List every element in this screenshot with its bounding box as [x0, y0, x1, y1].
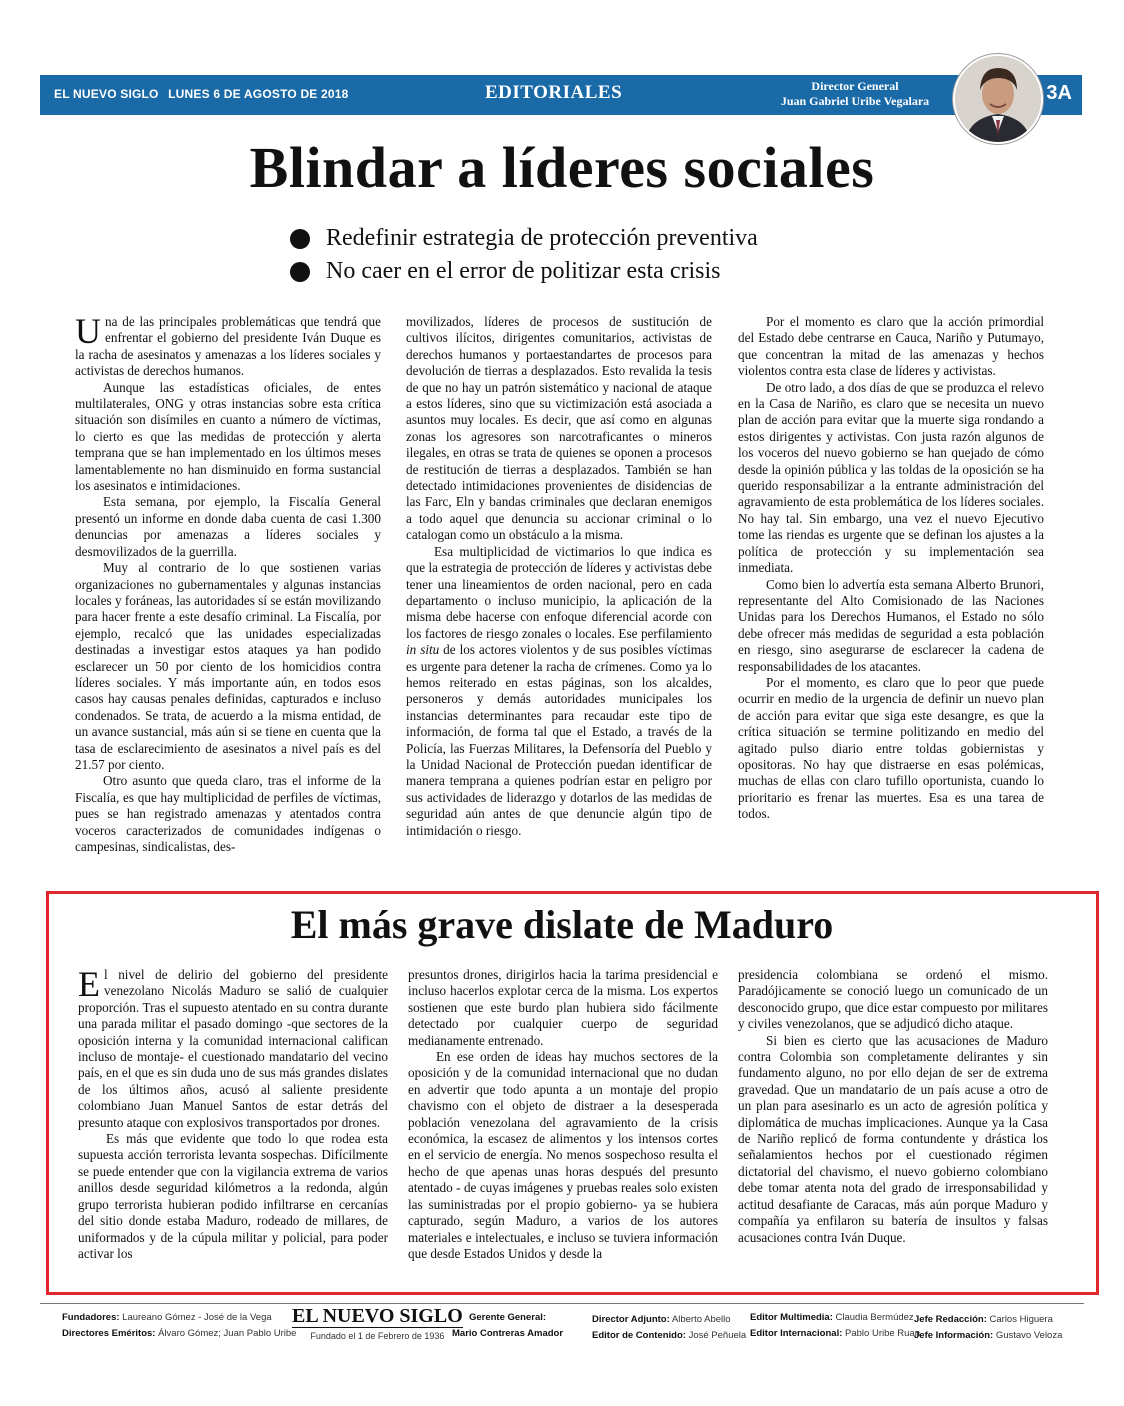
paragraph: Esta semana, por ejemplo, la Fiscalía General presentó un informe en donde daba cuenta de casi 1.300 denuncias por amenazas a líderes sociales y desmovilizados de la guerrilla.	[75, 494, 381, 559]
paragraph: presuntos drones, dirigirlos hacia la tarima presidencial e incluso hacerlos explotar cerca de la misma. Los expertos sostienen que este burdo plan hubiera sido fácilmente detectado por cualquier cuerpo de seguridad medianamente entrenado.	[408, 967, 718, 1048]
paper-name: EL NUEVO SIGLO	[54, 87, 159, 101]
paragraph: Esa multiplicidad de victimarios lo que indica es que la estrategia de protección de líderes y activistas debe tener una lineamientos de orden nacional, pero en cada departamento o incluso municipio, la aplicación de la misma debe hacerse con enfoque diferencial acorde con los factores de riesgo zonales o locales. Ese perfilamiento in situ de los actores violentos y de sus posibles víctimas es urgente para detener la racha de crímenes. Como ya lo hemos reiterado en estas páginas, son los alcaldes, personeros y demás autoridades municipales los instancias determinantes para recaudar este tipo de información, de forma tal que el Estado, a través de la Policía, las Fuerzas Militares, la Defensoría del Pueblo y la Unidad Nacional de Protección puedan identificar de manera temprana a quienes podrían estar en peligro por sus actividades de liderazgo y dotarlos de las medidas de seguridad aún antes de que denuncie algún tipo de intimidación o riesgo.	[406, 543, 712, 838]
issue-date: LUNES 6 DE AGOSTO DE 2018	[168, 87, 349, 101]
newspaper-logo: EL NUEVO SIGLO Fundado el 1 de Febrero de 1936	[292, 1305, 463, 1341]
footer-editors-1: Director Adjunto: Alberto Abello Editor de Contenido: José Peñuela	[592, 1314, 747, 1341]
paragraph: Por el momento, es claro que lo peor que puede ocurrir en medio de la urgencia de definir un nuevo plan de acción para evitar que siga este desangre, es que la crítica situación se termine politizando en medio del agitado pulso diario entre toldas gobiernistas y opositoras. No hay que distraerse en esas polémicas, muchas de ellas con claro tufillo oportunista, cuando lo prioritario es frenar las muertes. Esa es una tarea de todos.	[738, 674, 1044, 822]
director-portrait	[953, 54, 1043, 144]
page-number: 3A	[1046, 82, 1072, 104]
editorial2-column-3	[738, 967, 1048, 1246]
editorial1-column-1	[75, 311, 381, 855]
paragraph: Por el momento es claro que la acción primordial del Estado debe centrarse en Cauca, Nariño y Putumayo, que concentran la mitad de las amenazas y hechos violentos contra esta clase de líderes y activistas.	[738, 314, 1044, 379]
paragraph: movilizados, líderes de procesos de sustitución de cultivos ilícitos, dirigentes comunitarios, activistas de derechos humanos y portaestandartes de procesos para devolución de tierras a desplazados. Esto revalida la tesis de que no hay un patrón sistemático y nacional de ataque a estos líderes, sino que su victimización está asociada a asuntos muy locales. Es decir, que así como en algunas zonas los agresores son narcotraficantes o mineros ilegales, en otras se trata de quienes se oponen a procesos de restitución de tierras a desplazados. También se han detectado intimidaciones provenientes de disidencias de las Farc, Eln y bandas criminales que declaran enemigos a todo aquel que denuncia su accionar criminal o lo catalogan como un obstáculo a la misma.	[406, 314, 712, 543]
masthead-left	[54, 87, 355, 101]
italic-term: in situ	[406, 642, 440, 658]
editorial-headline: Blindar a líderes sociales	[249, 135, 875, 200]
bullet-item	[290, 255, 890, 288]
paragraph: Como bien lo advertía esta semana Alberto Brunori, representante del Alto Comisionado de las Naciones Unidas para los Derechos Humanos, el Estado no sólo debe ofrecer más medidas de seguridad a esta población en riesgo, sino asegurarse de esclarecer la cadena de responsabilidades de los atacantes.	[738, 576, 1044, 674]
headline-bullets	[290, 222, 890, 288]
paragraph: Muy al contrario de lo que sostienen varias organizaciones no gubernamentales y algunas instancias locales y foráneas, las autoridades sí se están movilizando para hacer frente a este desafío criminal. La Fiscalía, por ejemplo, recalcó que las unidades especializadas destinadas a investigar estos ataques ya han podido esclarecer un 50 por ciento de los homicidios contra líderes sociales. Y más importante aún, en todos esos casos hay causas penales definidas, capturados e incluso condenados. Se trata, de acuerdo a la misma entidad, de un avance sustancial, más aún si se tiene en cuenta que la tasa de esclarecimiento de asesinatos a nivel país es del 21.57 por ciento.	[75, 560, 381, 772]
editorial1-column-3	[738, 314, 1044, 823]
bullet-dot-icon	[290, 229, 310, 249]
bullet-text: No caer en el error de politizar esta crisis	[326, 258, 721, 284]
paragraph: Otro asunto que queda claro, tras el informe de la Fiscalía, es que hay multiplicidad de perfiles de víctimas, pues se han registrado amenazas y atentados contra voceros caracterizados de comunidades indígenas o campesinas, sindicalistas, des-	[75, 773, 381, 854]
drop-cap: E	[78, 964, 100, 1004]
footer-editors-3: Jefe Redacción: Carlos Higuera Jefe Información: Gustavo Veloza	[914, 1314, 1063, 1341]
paragraph: presidencia colombiana se ordenó el mismo. Paradójicamente se conoció luego un comunicado de un desconocido grupo, que dice estar compuesto por militares y civiles venezolanos, que se adjudicó dicho ataque.	[738, 967, 1048, 1032]
footer-editors-2: Editor Multimedia: Claudia Bermúdez Editor Internacional: Pablo Uribe Ruan	[750, 1312, 921, 1339]
bullet-text: Redefinir estrategia de protección preventiva	[326, 225, 758, 251]
editorial1-column-2	[406, 314, 712, 839]
bullet-item	[290, 222, 890, 255]
paragraph: Es más que evidente que todo lo que rodea esta supuesta acción terrorista levanta sospechas. Difícilmente se puede entender que con la vigilancia extrema de varios anillos desde seguridad kilómetros a la redonda, algún grupo terrorista hubieran podido infiltrarse en cercanías del sitio donde estaba Maduro, rodeado de millares, de uniformados y de la cúpula militar y policial, para poder activar los	[78, 1131, 388, 1261]
footer-founders: Fundadores: Laureano Gómez - José de la Vega Directores Eméritos: Álvaro Gómez; Juan Pablo Uribe	[62, 1312, 297, 1339]
drop-cap: U	[75, 311, 101, 351]
director-title: Director General	[811, 79, 899, 93]
editorial2-headline: El más grave dislate de Maduro	[290, 902, 834, 947]
paragraph: Aunque las estadísticas oficiales, de entes multilaterales, ONG y otras instancias sobre esta crítica situación son disímiles en cuanto a número de víctimas, lo cierto es que las medidas de protección y alerta temprana que se han implementado en los últimos meses lamentablemente no han disminuido en forma sustancial los asesinatos e intimidaciones.	[75, 379, 381, 494]
section-title: EDITORIALES	[485, 82, 623, 103]
footer-manager: Gerente General: Mario Contreras Amador	[452, 1312, 564, 1339]
paragraph: El nivel de delirio del gobierno del presidente venezolano Nicolás Maduro se salió de cualquier proporción. Tras el supuesto atentado en su contra durante una parada militar el pasado domingo -que sectores de la oposición interna y la comunidad internacional califican incluso de montaje- el cuestionado mandatario del vecino país, en el que es sin duda uno de sus más grandes dislates de los últimos años, acusó al saliente presidente colombiano Juan Manuel Santos de estar detrás del presunto ataque con explosivos transportados por drones.	[78, 964, 388, 1130]
editorial2-column-1	[78, 964, 388, 1262]
paragraph: De otro lado, a dos días de que se produzca el relevo en la Casa de Nariño, es claro que se necesita un nuevo plan de acción para evitar que la muerte siga rondando a estos dirigentes y activistas. Con justa razón algunos de los voceros del nuevo gobierno se han quejado de cómo desde la opinión pública y las toldas de la oposición se ha querido responsabilizar a la entrante administración del agravamiento de esta problemática de los líderes sociales. No hay tal. Sin embargo, una vez el nuevo Ejecutivo tome las riendas es urgente que se definan los ajustes a la política de protección y su implementación sea inmediata.	[738, 379, 1044, 576]
director-name: Juan Gabriel Uribe Vegalara	[780, 94, 930, 108]
director-credit	[730, 79, 980, 109]
footer-divider	[40, 1303, 1084, 1304]
editorial2-column-2	[408, 967, 718, 1262]
masthead-band	[40, 75, 1082, 115]
paragraph: Si bien es cierto que las acusaciones de Maduro contra Colombia son completamente delirantes y sin fundamento alguno, no por ello dejan de ser de extrema gravedad. Que un mandatario de un país acuse a otro de un plan para asesinarlo es un acto de agresión política y diplomática de muchas implicaciones. Aunque ya la Casa de Nariño replicó de forma contundente y drástica los señalamientos hechos por el cuestionado régimen dictatorial del chavismo, el nuevo gobierno colombiano debe tomar atenta nota del grado de irresponsabilidad y actitud desafiante de Caracas, más aún porque Maduro y compañía ya enfilaron su batería de insultos y falsas acusaciones contra Iván Duque.	[738, 1032, 1048, 1245]
paragraph: En ese orden de ideas hay muchos sectores de la oposición y de la comunidad internacional que no dudan en advertir que todo apunta a un montaje del propio chavismo con el objeto de distraer a la desesperada población venezolana del agravamiento de la crisis económica, la escasez de alimentos y los intensos cortes en el servicio de energía. No menos sospechoso resulta el hecho de que apenas unas horas después del presunto atentado - de cuyas imágenes y pruebas reales solo existen las suministradas por el propio gobierno- ya se hubiera capturado, según Maduro, a varios de los autores materiales e intelectuales, e incluso se tuviera información que desde Estados Unidos y desde la	[408, 1049, 718, 1261]
paragraph: Una de las principales problemáticas que tendrá que enfrentar el gobierno del presidente Iván Duque es la racha de asesinatos y amenazas a los líderes sociales y activistas de derechos humanos.	[75, 311, 381, 379]
bullet-dot-icon	[290, 262, 310, 282]
